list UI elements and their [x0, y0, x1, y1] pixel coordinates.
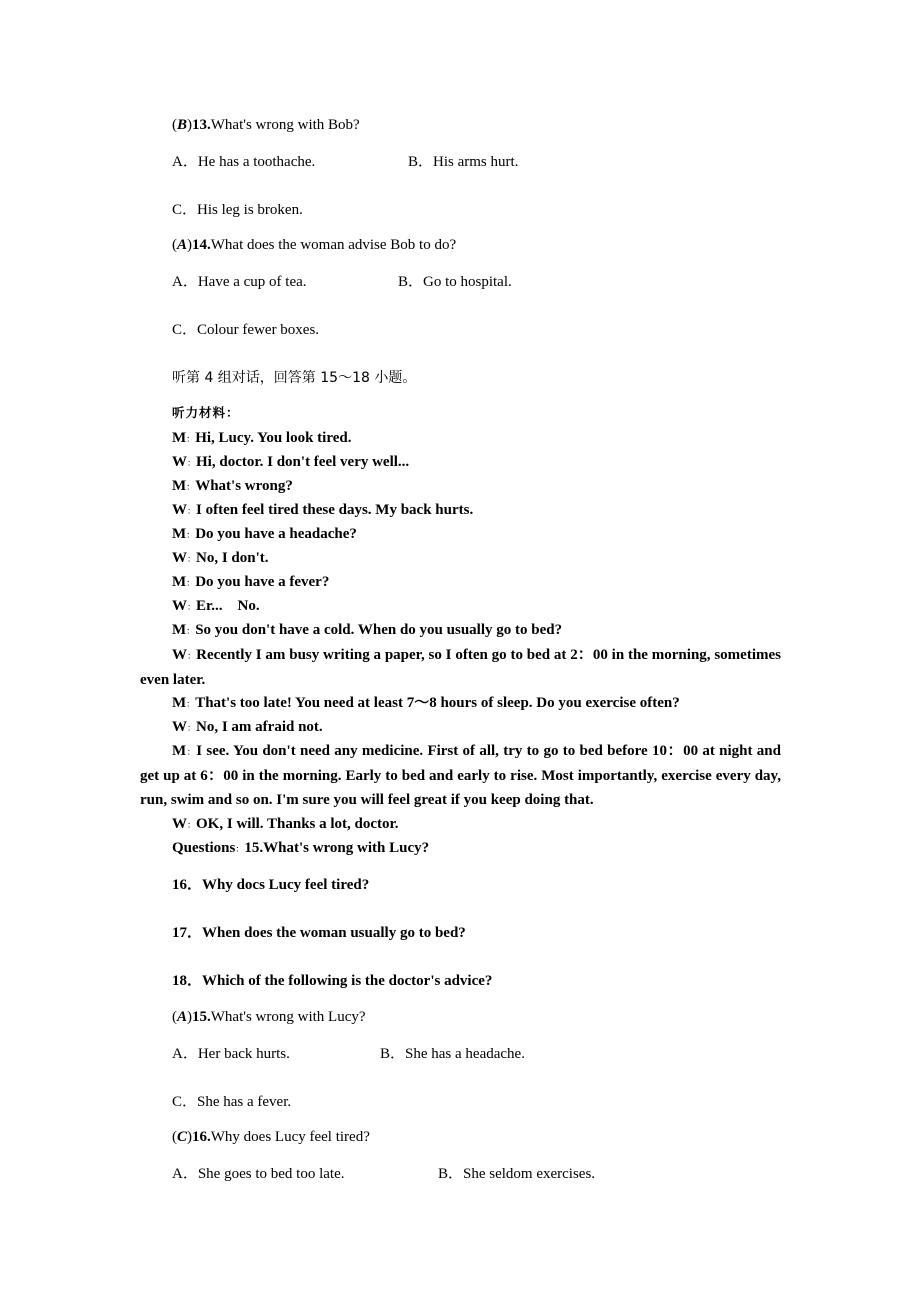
speaker: W: [172, 454, 187, 470]
dialogue-text: No, I don't.: [196, 550, 269, 566]
option-14-c: C．Colour fewer boxes.: [172, 322, 320, 338]
speaker: M: [172, 430, 187, 446]
speaker: W: [172, 816, 187, 832]
dialogue-line: W：No, I don't.: [172, 550, 269, 566]
dialogue-line: M：What's wrong?: [172, 478, 293, 494]
material-title: 听力材料：: [172, 405, 240, 420]
dialogue-line: W：No, I am afraid not.: [172, 719, 323, 735]
speaker: M: [172, 526, 187, 542]
speaker: W: [172, 647, 187, 663]
question-16-text: Why does Lucy feel tired?: [210, 1129, 370, 1145]
option-13-c: C．His leg is broken.: [172, 202, 303, 218]
dialogue-text: So you don't have a cold. When do you usually go to bed?: [195, 622, 563, 638]
dialogue-text: Do you have a headache?: [195, 526, 357, 542]
dialogue-line: W：OK, I will. Thanks a lot, doctor.: [172, 816, 399, 832]
speaker: M: [172, 743, 187, 759]
option-14-a: A．Have a cup of tea.: [172, 274, 307, 290]
dialogue-line: W：I often feel tired these days. My back hurts.: [172, 502, 474, 518]
speaker: M: [172, 478, 187, 494]
questions-label: Questions: [172, 840, 236, 856]
option-14-b: B．Go to hospital.: [398, 274, 512, 290]
dialogue-text: Er... No.: [196, 598, 260, 614]
question-16: (C)16.Why does Lucy feel tired?: [172, 1129, 370, 1145]
dialogue-text: I see. You don't need any medicine. First of all, try to go to bed before 10：00 at night and get up at 6：00 in the morning. Early to bed and early to rise. Most importantly, exercise every day, run, swim and so on. I'm sure you will feel great if you keep doing that.: [140, 743, 781, 808]
speaker: M: [172, 622, 187, 638]
option-13-b: B．His arms hurt.: [408, 154, 519, 170]
option-15-a: A．Her back hurts.: [172, 1046, 290, 1062]
answer-16: C: [177, 1129, 188, 1145]
question-13-number: 13.: [192, 117, 211, 133]
dialogue-text: Do you have a fever?: [195, 574, 330, 590]
question-16-number: 16.: [192, 1129, 211, 1145]
dialogue-text: Hi, doctor. I don't feel very well...: [196, 454, 410, 470]
option-16-a: A．She goes to bed too late.: [172, 1166, 345, 1182]
questions-q17: 17．When does the woman usually go to bed?: [172, 925, 466, 941]
dialogue-line: M：Do you have a fever?: [172, 574, 330, 590]
dialogue-line: M：Hi, Lucy. You look tired.: [172, 430, 352, 446]
question-14-text: What does the woman advise Bob to do?: [210, 237, 457, 253]
speaker: M: [172, 574, 187, 590]
dialogue-line: M：So you don't have a cold. When do you usually go to bed?: [172, 622, 563, 638]
dialogue-line-wrapped: M：I see. You don't need any medicine. First of all, try to go to bed before 10：00 at night and get up at 6：00 in the morning. Early to bed and early to rise. Most importantly, exercise every day, run, swim and so on. I'm sure you will feel great if you keep doing that.: [140, 743, 781, 808]
dialogue-text: I often feel tired these days. My back hurts.: [196, 502, 474, 518]
dialogue-text: What's wrong?: [195, 478, 293, 494]
questions-q15: 15.What's wrong with Lucy?: [244, 840, 430, 856]
answer-14: A: [177, 237, 188, 253]
speaker: W: [172, 598, 187, 614]
option-15-c: C．She has a fever.: [172, 1094, 292, 1110]
dialogue-text: No, I am afraid not.: [196, 719, 323, 735]
questions-q16: 16．Why docs Lucy feel tired?: [172, 877, 370, 893]
questions-q18: 18．Which of the following is the doctor's advice?: [172, 973, 493, 989]
question-15-text: What's wrong with Lucy?: [210, 1009, 366, 1025]
dialogue-line-wrapped: W：Recently I am busy writing a paper, so I often go to bed at 2：00 in the morning, sometimes even later.: [140, 647, 781, 688]
dialogue-text: That's too late! You need at least 7～8 hours of sleep. Do you exercise often?: [195, 695, 680, 711]
answer-13: B: [177, 117, 188, 133]
question-15-number: 15.: [192, 1009, 211, 1025]
dialogue-line: M：That's too late! You need at least 7～8 hours of sleep. Do you exercise often?: [172, 695, 680, 711]
speaker: M: [172, 695, 187, 711]
dialogue-text: Hi, Lucy. You look tired.: [195, 430, 352, 446]
question-14: (A)14.What does the woman advise Bob to do?: [172, 237, 457, 253]
dialogue-line: M：Do you have a headache?: [172, 526, 357, 542]
questions-line: Questions：15.What's wrong with Lucy?: [172, 840, 430, 856]
question-13: (B)13.What's wrong with Bob?: [172, 117, 360, 133]
dialogue-line: W：Hi, doctor. I don't feel very well...: [172, 454, 410, 470]
option-16-b: B．She seldom exercises.: [438, 1166, 596, 1182]
option-13-a: A．He has a toothache.: [172, 154, 316, 170]
speaker: W: [172, 502, 187, 518]
answer-15: A: [177, 1009, 188, 1025]
dialogue-text: OK, I will. Thanks a lot, doctor.: [196, 816, 399, 832]
speaker: W: [172, 550, 187, 566]
dialogue-text: Recently I am busy writing a paper, so I often go to bed at 2：00 in the morning, sometimes even later.: [140, 647, 781, 688]
section-instruction: 听第 4 组对话，回答第 15～18 小题。: [172, 370, 417, 386]
option-15-b: B．She has a headache.: [380, 1046, 525, 1062]
speaker: W: [172, 719, 187, 735]
dialogue-line: W：Er... No.: [172, 598, 260, 614]
question-13-text: What's wrong with Bob?: [210, 117, 360, 133]
question-14-number: 14.: [192, 237, 211, 253]
question-15: (A)15.What's wrong with Lucy?: [172, 1009, 366, 1025]
